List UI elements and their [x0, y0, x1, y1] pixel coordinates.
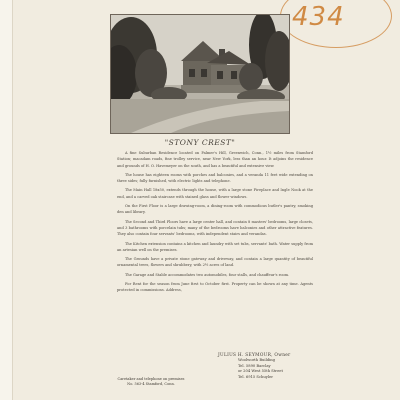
paragraph-for-rent: For Rent for the season from June first to October first. Property can be shown at any time. Agents protected in commissions. Address, [117, 282, 313, 293]
house-photograph [110, 14, 290, 134]
paragraph-garage: The Garage and Stable accommodates two automobiles, four stalls, and chauffeur's room. [125, 272, 290, 277]
paragraph-location: A fine Suburban Residence located on Palmer's Hill, Greenwich, Conn., 1½ miles from Stamford Station; macadam roads, fine trolley service, near New York, less than an hour. It adjoins the residence and grounds of H. O. Havemeyer on the south, and has a beautiful and extensive view. [117, 151, 313, 168]
caretaker-note [106, 377, 196, 387]
owner-address-block [218, 353, 328, 380]
owner-address-line-1: Woolworth Building [238, 358, 276, 363]
paragraph-grounds: The Grounds have a private stone gateway and driveway, and contain a large quantity of beautiful ornamental trees, flowers and shrubbery, with 2½ acres of land. [117, 257, 313, 268]
description-body [117, 150, 313, 297]
owner-telephone-2: Tel. 6915 Schuyler [238, 374, 273, 379]
paragraph-main-hall: The Main Hall 18x50, extends through the house, with a large stone Fireplace and Ingle Nook at the end, and a carved oak staircase with stained glass and flower windows. [117, 188, 313, 199]
paragraph-kitchen: The Kitchen extension contains a kitchen and laundry with set tubs, servants' bath. Water supply from an artesian well on the premises. [117, 241, 313, 252]
caretaker-line-1: Caretaker and telephone on premises [117, 377, 185, 381]
caretaker-line-2: No. 563-4 Stamford, Conn. [127, 382, 175, 386]
owner-telephone-1: Tel. 5890 Barclay [238, 363, 271, 368]
paragraph-first-floor: On the First Floor is a large drawing-room, a dining-room with commodious butler's pantry, smoking den and library. [117, 204, 313, 215]
property-title: "STONY CREST" [164, 138, 236, 147]
paragraph-house: The house has eighteen rooms with porches and balconies, and a veranda 11 feet wide extending on three sides; fully furnished, with electric lights and telephone. [117, 172, 313, 184]
paragraph-upper-floors: The Second and Third Floors have a large center hall, and contain 8 masters' bedrooms, large closets, and 3 bathrooms with porcelain tubs; many of the bedrooms have balconies and other attractive features. They also contain four servants' bedrooms, with independent stairs and verandas. [117, 219, 313, 237]
page-number: 434 [292, 2, 345, 32]
house-photo-image [111, 15, 289, 133]
owner-name: JULIUS H. SEYMOUR, Owner [218, 353, 291, 358]
owner-address-line-2: or 204 West 55th Street [238, 369, 283, 374]
page-edge [0, 0, 13, 400]
